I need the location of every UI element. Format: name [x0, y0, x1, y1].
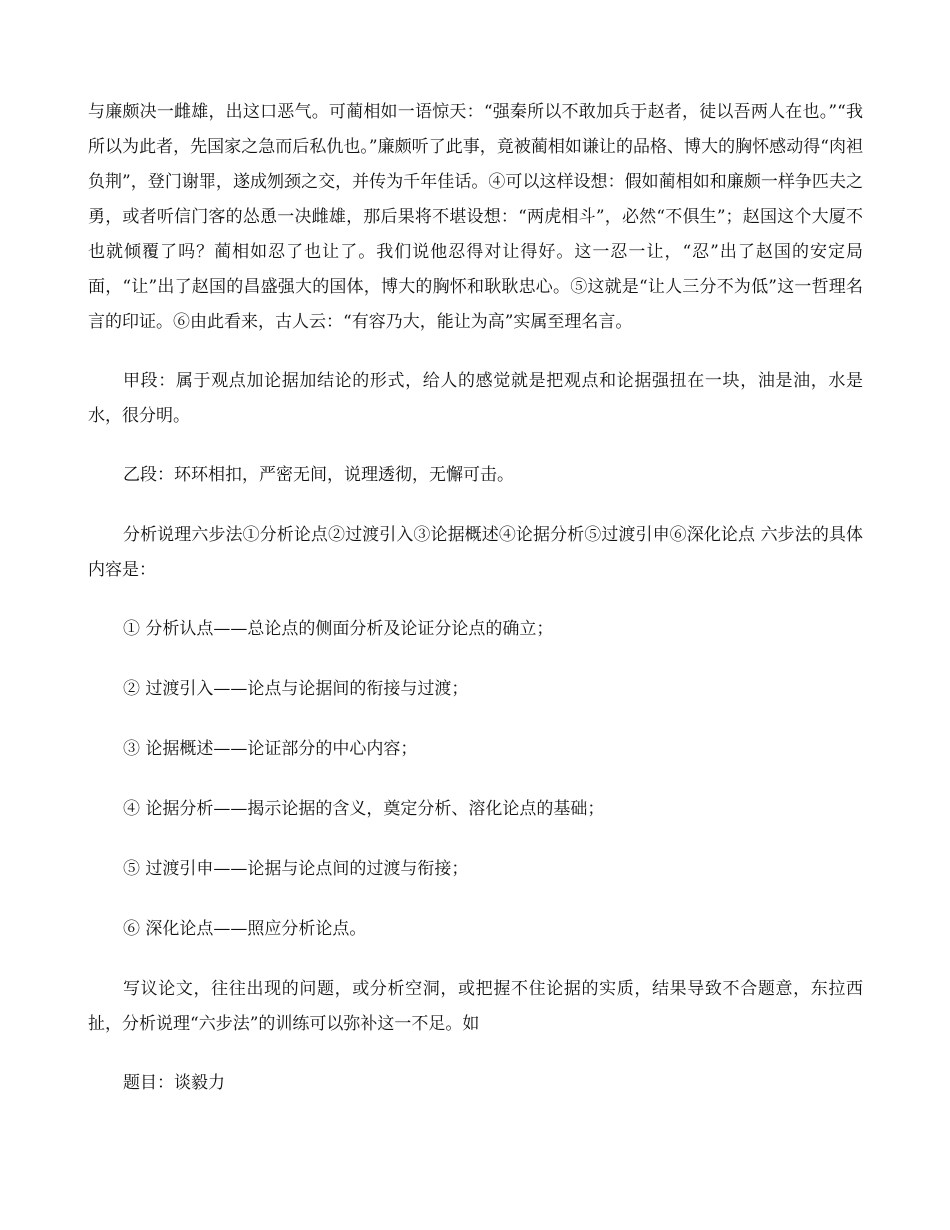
step-item: ⑥ 深化论点——照应分析论点。 — [123, 919, 367, 939]
step-item: ③ 论据概述——论证部分的中心内容； — [123, 739, 418, 759]
document-page — [88, 95, 863, 1126]
step-item: ② 过渡引入——论点与论据间的衔接与过渡； — [123, 679, 469, 699]
paragraph-section-b: 乙段：环环相扣，严密无间，说理透彻，无懈可击。 — [123, 465, 514, 485]
paragraph-six-steps-intro: 分析说理六步法①分析论点②过渡引入③论据概述④论据分析⑤过渡引申⑥深化论点 六步法的具体内容是： — [88, 525, 863, 580]
six-steps-list — [88, 612, 863, 947]
step-item: ⑤ 过渡引申——论据与论点间的过渡与衔接； — [123, 859, 469, 879]
step-item: ① 分析认点——总论点的侧面分析及论证分论点的确立； — [123, 619, 554, 639]
paragraph-section-a: 甲段：属于观点加论据加结论的形式，给人的感觉就是把观点和论据强扭在一块，油是油，水是水，很分明。 — [88, 371, 863, 426]
paragraph-writing-problem: 写议论文，往往出现的问题，或分析空洞，或把握不住论据的实质，结果导致不合题意，东拉西扯，分析说理“六步法”的训练可以弥补这一不足。如 — [88, 979, 863, 1034]
step-item: ④ 论据分析——揭示论据的含义，奠定分析、溶化论点的基础； — [123, 799, 605, 819]
paragraph-topic: 题目：谈毅力 — [123, 1073, 225, 1093]
paragraph-continuation: 与廉颇决一雌雄，出这口恶气。可蔺相如一语惊天：“强秦所以不敢加兵于赵者，徒以吾两人在也。”“我所以为此者，先国家之急而后私仇也。”廉颇听了此事，竟被蔺相如谦让的品格、博大的胸怀感动得“肉袒负荆”，登门谢罪，遂成刎颈之交，并传为千年佳话。④可以这样设想：假如蔺相如和廉颇一样争匹夫之勇，或者听信门客的怂恿一决雌雄，那后果将不堪设想：“两虎相斗”，必然“不俱生”；赵国这个大厦不也就倾覆了吗？蔺相如忍了也让了。我们说他忍得对让得好。这一忍一让，“忍”出了赵国的安定局面，“让”出了赵国的昌盛强大的国体，博大的胸怀和耿耿忠心。⑤这就是“让人三分不为低”这一哲理名言的印证。⑥由此看来，古人云：“有容乃大，能让为高”实属至理名言。 — [88, 102, 863, 332]
